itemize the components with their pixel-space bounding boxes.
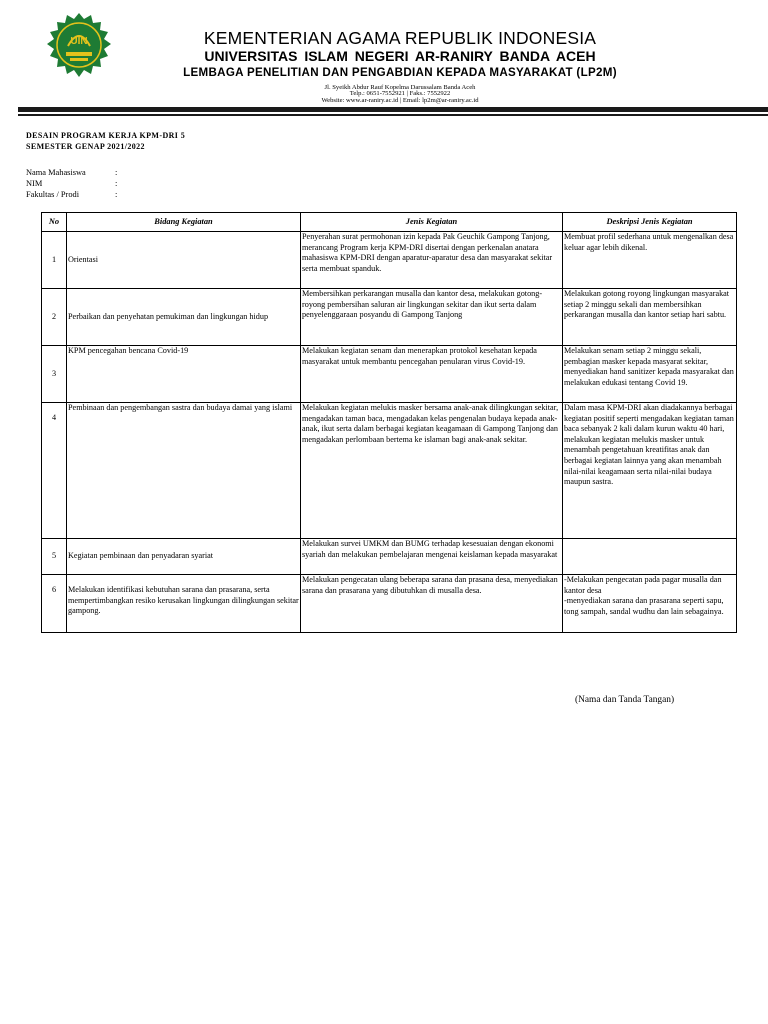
table-row <box>42 289 737 346</box>
row-jenis: Membersihkan perkarangan musalla dan kantor desa, melakukan gotong-royong pembersihan saluran air lingkungan sekitar dan ikut serta dalam penyelenggaraan posyandu di Gampong Tanjong <box>301 289 563 346</box>
row-bidang: KPM pencegahan bencana Covid-19 <box>67 346 301 403</box>
field-separator: : <box>115 168 118 177</box>
student-fields <box>26 167 117 200</box>
row-bidang: Melakukan identifikasi kebutuhan sarana dan prasarana, serta mempertimbangkan resiko kerusakan lingkungan dilingkungan sekitar gampong. <box>67 575 301 633</box>
table-row <box>42 346 737 403</box>
field-label: NIM <box>26 179 43 188</box>
row-deskripsi: Membuat profil sederhana untuk mengenalkan desa keluar agar lebih dikenal. <box>563 232 737 289</box>
document-title-line1: DESAIN PROGRAM KERJA KPM-DRI 5 <box>26 131 186 140</box>
row-deskripsi: Dalam masa KPM-DRI akan diadakannya berbagai kegiatan positif seperti mengadakan kegiatan taman baca sebanyak 2 kali dalam kurun waktu 40 hari, melakukan kegiatan melukis masker untuk menambah pengetahuan kreatifitas anak dan berbagai kegiatan lainnya yang akan menambah nilai-nilai keagamaan serta nilai-nilai budaya maupun sastra. <box>563 403 737 539</box>
row-no: 1 <box>42 232 67 289</box>
table-row <box>42 575 737 633</box>
field-label: Fakultas / Prodi <box>26 190 80 199</box>
row-jenis: Melakukan pengecatan ulang beberapa sarana dan prasana desa, menyediakan sarana dan prasarana yang dibutuhkan di musalla desa. <box>301 575 563 633</box>
row-jenis: Melakukan kegiatan senam dan menerapkan protokol kesehatan kepada masyarakat untuk membantu pencegahan penularan virus Covid-19. <box>301 346 563 403</box>
field-separator: : <box>115 190 118 199</box>
row-no: 6 <box>42 575 67 633</box>
signature-label: (Nama dan Tanda Tangan) <box>575 695 675 705</box>
row-bidang: Perbaikan dan penyehatan pemukiman dan lingkungan hidup <box>67 289 301 346</box>
field-separator: : <box>115 179 118 188</box>
table-row <box>42 232 737 289</box>
program-table <box>41 212 737 633</box>
header-ministry: KEMENTERIAN AGAMA REPUBLIK INDONESIA <box>203 28 597 48</box>
row-deskripsi: -Melakukan pengecatan pada pagar musalla dan kantor desa -menyediakan sarana dan prasarana seperti sapu, tong sampah, sandal wudhu dan lain sebagainya. <box>563 575 737 633</box>
header-no: No <box>42 213 67 232</box>
document-title <box>26 130 185 152</box>
header-bidang: Bidang Kegiatan <box>67 213 301 232</box>
row-bidang: Kegiatan pembinaan dan penyadaran syariat <box>67 539 301 575</box>
table-header-row <box>42 213 737 232</box>
table-row <box>42 403 737 539</box>
header-deskripsi: Deskripsi Jenis Kegiatan <box>563 213 737 232</box>
field-label: Nama Mahasiswa <box>26 168 86 177</box>
header-jenis: Jenis Kegiatan <box>301 213 563 232</box>
row-no: 5 <box>42 539 67 575</box>
row-bidang: Pembinaan dan pengembangan sastra dan budaya damai yang islami <box>67 403 301 539</box>
header-rule-thick <box>18 107 768 112</box>
row-deskripsi <box>563 539 737 575</box>
header-rule-thin <box>18 114 768 116</box>
row-jenis: Melakukan survei UMKM dan BUMG terhadap kesesuaian dengan ekonomi syariah dan melakukan pembelajaran mengenai keislaman kepada masyarakat <box>301 539 563 575</box>
header-web: Website: www.ar-raniry.ac.id | Email: lp2m@ar-raniry.ac.id <box>321 97 479 104</box>
row-deskripsi: Melakukan gotong royong lingkungan masyarakat setiap 2 minggu sekali dan membersihkan perkarangan musalla dan kantor setiap hari sabtu. <box>563 289 737 346</box>
header-university: UNIVERSITAS ISLAM NEGERI AR-RANIRY BANDA ACEH <box>204 48 596 64</box>
header-address: Jl. Syeikh Abdur Rauf Kopelma Darussalam Banda Aceh <box>324 84 476 91</box>
field-row-faculty <box>26 189 117 200</box>
row-deskripsi: Melakukan senam setiap 2 minggu sekali, pembagian masker kepada masyarat sekitar, menyediakan hand sanitizer kepada masyarakat dan melakukan edukasi tentang Covid 19. <box>563 346 737 403</box>
row-no: 4 <box>42 403 67 539</box>
field-row-name <box>26 167 117 178</box>
row-no: 2 <box>42 289 67 346</box>
svg-text:UIN: UIN <box>70 36 88 47</box>
uin-logo <box>46 12 112 78</box>
row-jenis: Penyerahan surat permohonan izin kepada Pak Geuchik Gampong Tanjong, merancang Program kerja KPM-DRI disertai dengan perkenalan anatara mahasiswa KPM-DRI dengan aparatur-aparatur desa dan masyarakat sekitar serta membuat spanduk. <box>301 232 563 289</box>
row-jenis: Melakukan kegiatan melukis masker bersama anak-anak dilingkungan sekitar, mengadakan taman baca, mengadakan kelas pengenalan budaya kepada anak-anak, ikut serta dalam berbagai kegiatan keagamaan di Gampong Tanjong dan mengadakan perlombaan bertema ke islaman bagi anak-anak sekitar. <box>301 403 563 539</box>
document-title-line2: SEMESTER GENAP 2021/2022 <box>26 142 145 151</box>
row-bidang: Orientasi <box>67 232 301 289</box>
table-row <box>42 539 737 575</box>
row-no: 3 <box>42 346 67 403</box>
header-phone: Telp.: 0651-7552921 | Faks.: 7552922 <box>349 90 451 97</box>
field-row-nim <box>26 178 117 189</box>
header-institute: LEMBAGA PENELITIAN DAN PENGABDIAN KEPADA MASYARAKAT (LP2M) <box>183 66 617 79</box>
